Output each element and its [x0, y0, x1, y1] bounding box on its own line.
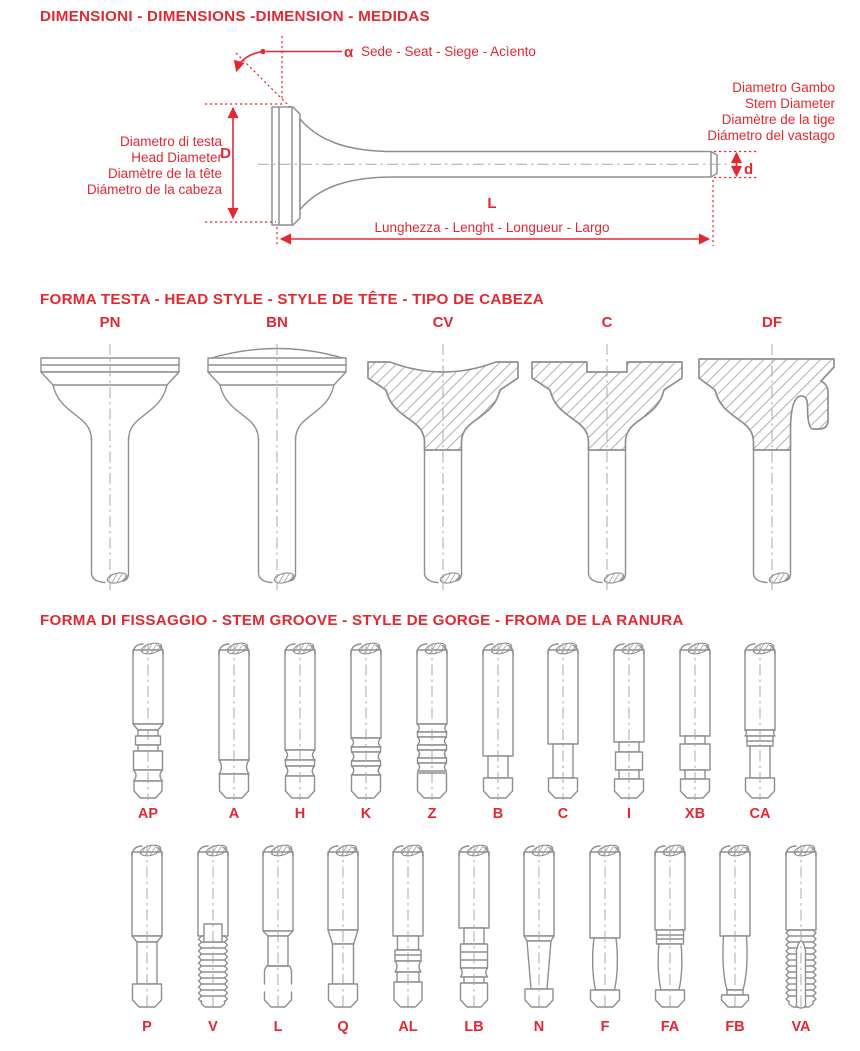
- stem-groove-drawing: [180, 842, 246, 1010]
- stem-groove-figure: [201, 640, 267, 823]
- stem-groove-drawing: [572, 842, 638, 1010]
- stem-groove-figure: [399, 640, 465, 823]
- stem-groove-label: I: [626, 806, 632, 822]
- stem-groove-label: Z: [427, 806, 437, 822]
- alpha-symbol: α: [344, 44, 354, 61]
- head-style-figure: [192, 314, 362, 592]
- head-style-label: DF: [762, 314, 782, 331]
- stem-groove-figure: [441, 842, 507, 1036]
- head-style-label: BN: [266, 314, 288, 331]
- length-label: Lunghezza - Lenght - Longueur - Largo: [374, 220, 610, 235]
- stem-groove-drawing: [768, 842, 834, 1010]
- stem-groove-figure: [637, 842, 703, 1036]
- stem-groove-drawing: [441, 842, 507, 1010]
- seat-angle-arc: [237, 52, 264, 72]
- stem-groove-label: N: [533, 1019, 545, 1035]
- stem-groove-drawing: [662, 640, 728, 802]
- stem-groove-label: F: [600, 1019, 610, 1035]
- stem-diameter-label-it: Diametro Gambo: [732, 80, 835, 95]
- stem-groove-figure: [662, 640, 728, 823]
- stem-groove-label: LB: [464, 1019, 484, 1035]
- head-style-drawing: [522, 334, 692, 592]
- stem-groove-figure: [572, 842, 638, 1036]
- head-style-figure: [358, 314, 528, 592]
- stem-groove-figure: [375, 842, 441, 1036]
- head-style-label: C: [601, 314, 613, 331]
- head-style-figure: [687, 314, 857, 592]
- stem-groove-label: VA: [791, 1019, 811, 1035]
- head-diameter-label-es: Diámetro de la cabeza: [86, 182, 222, 197]
- stem-groove-figure: [465, 640, 531, 823]
- stem-diameter-label-fr: Diamètre de la tige: [721, 112, 835, 127]
- stem-groove-label: P: [142, 1019, 152, 1035]
- valve-head-profile: [272, 107, 300, 225]
- stem-groove-drawing: [637, 842, 703, 1010]
- stem-groove-drawing: [115, 640, 181, 802]
- stem-groove-label: FB: [725, 1019, 745, 1035]
- stem-groove-drawing: [702, 842, 768, 1010]
- head-diameter-symbol: D: [220, 145, 231, 162]
- stem-groove-drawing: [596, 640, 662, 802]
- seat-label: Sede - Seat - Siege - Acìento: [361, 44, 536, 59]
- stem-groove-label: V: [208, 1019, 218, 1035]
- stem-groove-drawing: [333, 640, 399, 802]
- head-style-figure: [522, 314, 692, 592]
- stem-groove-drawing: [245, 842, 311, 1010]
- stem-groove-drawing: [727, 640, 793, 802]
- stem-groove-drawing: [114, 842, 180, 1010]
- stem-groove-figure: [267, 640, 333, 823]
- stem-groove-figure: [727, 640, 793, 823]
- head-style-drawing: [25, 334, 195, 592]
- section-title-stem-groove: FORMA DI FISSAGGIO - STEM GROOVE - STYLE DE GORGE - FROMA DE LA RANURA: [40, 612, 684, 629]
- stem-diameter-label-en: Stem Diameter: [744, 96, 835, 111]
- stem-groove-figure: [530, 640, 596, 823]
- stem-groove-drawing: [530, 640, 596, 802]
- stem-groove-figure: [506, 842, 572, 1036]
- head-style-figure: [25, 314, 195, 592]
- stem-groove-label: B: [492, 806, 504, 822]
- stem-groove-figure: [768, 842, 834, 1036]
- head-diameter-label-en: Head Diameter: [131, 150, 222, 165]
- valve-dimension-diagram: [0, 0, 860, 262]
- stem-diameter-label-es: Diámetro del vastago: [707, 128, 835, 143]
- stem-groove-drawing: [267, 640, 333, 802]
- stem-groove-label: FA: [660, 1019, 680, 1035]
- stem-groove-label: CA: [749, 806, 771, 822]
- stem-groove-label: AL: [398, 1019, 418, 1035]
- stem-groove-figure: [180, 842, 246, 1036]
- stem-groove-label: H: [294, 806, 306, 822]
- head-style-drawing: [358, 334, 528, 592]
- head-style-drawing: [687, 334, 857, 592]
- stem-groove-label: AP: [137, 806, 159, 822]
- stem-groove-drawing: [375, 842, 441, 1010]
- section-title-head-style: FORMA TESTA - HEAD STYLE - STYLE DE TÊTE - TIPO DE CABEZA: [40, 291, 544, 308]
- stem-groove-drawing: [465, 640, 531, 802]
- stem-groove-label: XB: [684, 806, 706, 822]
- stem-groove-figure: [596, 640, 662, 823]
- stem-groove-label: K: [360, 806, 372, 822]
- stem-groove-figure: [702, 842, 768, 1036]
- head-diameter-label-it: Diametro di testa: [119, 134, 222, 149]
- stem-groove-drawing: [506, 842, 572, 1010]
- stem-groove-label: C: [557, 806, 569, 822]
- stem-groove-figure: [245, 842, 311, 1036]
- stem-groove-figure: [310, 842, 376, 1036]
- section-title-dimensions: DIMENSIONI - DIMENSIONS -DIMENSION - MEDIDAS: [40, 8, 430, 25]
- head-diameter-label-fr: Diamètre de la tête: [107, 166, 222, 181]
- stem-groove-label: Q: [337, 1019, 349, 1035]
- stem-groove-drawing: [201, 640, 267, 802]
- stem-groove-figure: [333, 640, 399, 823]
- stem-groove-label: L: [273, 1019, 283, 1035]
- stem-diameter-symbol: d: [744, 161, 754, 178]
- stem-groove-figure: [114, 842, 180, 1036]
- stem-groove-label: A: [228, 806, 240, 822]
- length-symbol: L: [487, 195, 497, 212]
- head-style-label: PN: [99, 314, 121, 331]
- stem-groove-drawing: [399, 640, 465, 802]
- head-style-label: CV: [432, 314, 454, 331]
- head-style-drawing: [192, 334, 362, 592]
- stem-groove-figure: [115, 640, 181, 823]
- stem-groove-drawing: [310, 842, 376, 1010]
